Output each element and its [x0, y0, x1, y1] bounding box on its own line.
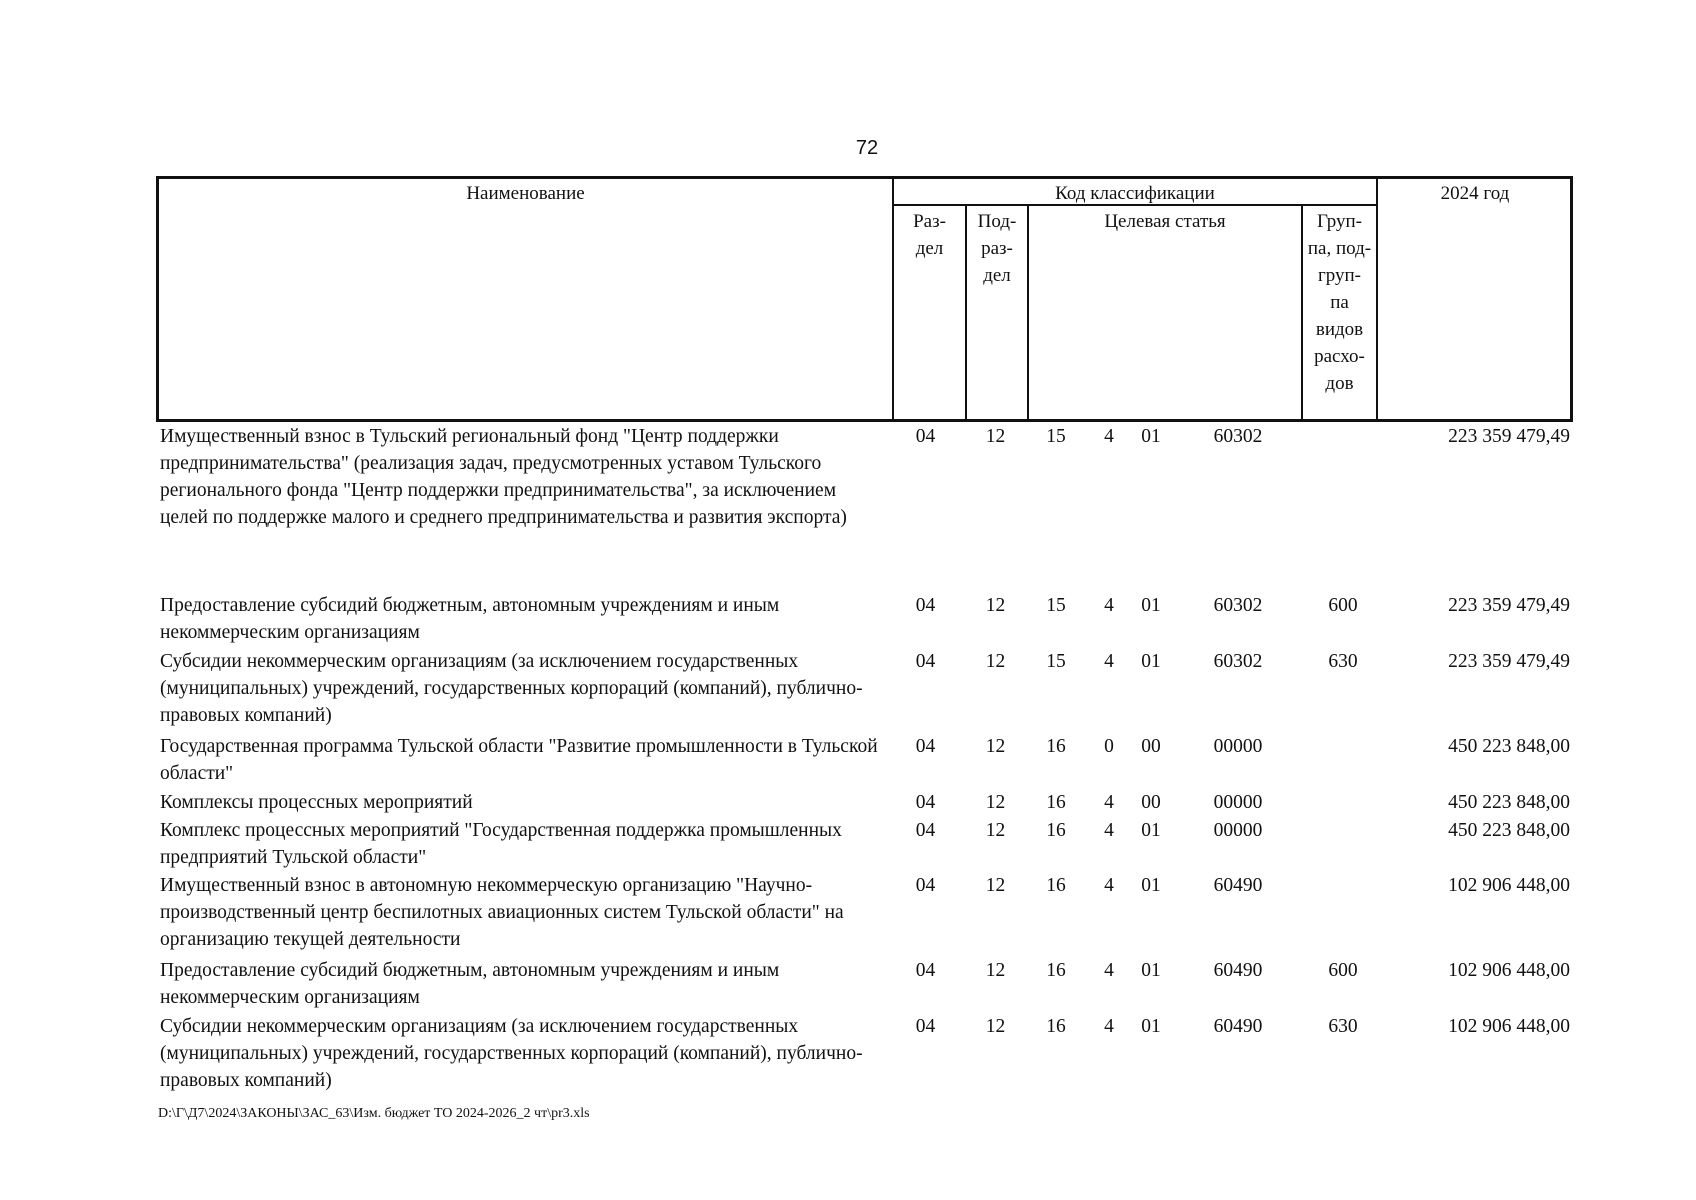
row-target-structure: 01 [1141, 595, 1161, 616]
row-target-direction: 00000 [1213, 736, 1263, 757]
row-target-direction: 60302 [1213, 651, 1263, 672]
row-subsection: 12 [985, 651, 1006, 672]
row-amount: 102 906 448,00 [1448, 875, 1570, 896]
row-section: 04 [915, 1016, 936, 1037]
row-amount: 223 359 479,49 [1448, 651, 1570, 672]
header-subsection: Под- раз- дел [977, 211, 1017, 286]
row-subsection: 12 [985, 595, 1006, 616]
header-classification-code: Код классификации [1055, 183, 1215, 204]
row-target-structure: 01 [1141, 1016, 1161, 1037]
row-subsection: 12 [985, 1016, 1006, 1037]
row-target-direction: 60302 [1213, 595, 1263, 616]
row-target-type: 4 [1104, 651, 1114, 672]
row-target-program: 16 [1046, 736, 1066, 757]
row-name: Государственная программа Тульской области "Развитие промышленности в Тульской области" [160, 736, 878, 784]
row-target-direction: 60490 [1213, 875, 1263, 896]
row-target-direction: 00000 [1213, 792, 1263, 813]
row-section: 04 [915, 792, 936, 813]
row-section: 04 [915, 651, 936, 672]
row-subsection: 12 [985, 875, 1006, 896]
row-target-structure: 00 [1141, 792, 1161, 813]
header-expense-group: Груп- па, под- груп- па видов расхо- дов [1307, 211, 1372, 394]
row-expense-group: 630 [1328, 1016, 1358, 1037]
row-target-type: 4 [1104, 960, 1114, 981]
header-name: Наименование [466, 183, 585, 204]
row-target-structure: 01 [1141, 875, 1161, 896]
row-section: 04 [915, 875, 936, 896]
row-target-program: 16 [1046, 820, 1066, 841]
row-name: Предоставление субсидий бюджетным, автономным учреждениям и иным некоммерческим организациям [160, 960, 780, 1008]
row-target-program: 16 [1046, 792, 1066, 813]
row-target-type: 4 [1104, 792, 1114, 813]
row-target-structure: 01 [1141, 651, 1161, 672]
row-expense-group: 600 [1328, 595, 1358, 616]
row-amount: 102 906 448,00 [1448, 960, 1570, 981]
row-target-direction: 60490 [1213, 960, 1263, 981]
row-section: 04 [915, 820, 936, 841]
row-target-type: 4 [1104, 595, 1114, 616]
row-name: Имущественный взнос в Тульский региональный фонд "Центр поддержки предпринимательства" (реализация задач, предусмотренных уставом Тульского регионального фонда "Центр поддержки предпринимательства", за исключением целей по поддержке малого и среднего предпринимательства и развития экспорта) [160, 426, 847, 528]
table-header [156, 176, 1573, 422]
row-target-structure: 01 [1141, 820, 1161, 841]
row-subsection: 12 [985, 736, 1006, 757]
row-target-type: 4 [1104, 820, 1114, 841]
row-subsection: 12 [985, 792, 1006, 813]
row-target-type: 4 [1104, 875, 1114, 896]
row-section: 04 [915, 595, 936, 616]
row-amount: 450 223 848,00 [1448, 736, 1570, 757]
row-target-program: 16 [1046, 960, 1066, 981]
row-target-direction: 60302 [1213, 426, 1263, 447]
row-target-type: 0 [1104, 736, 1114, 757]
header-divider [1027, 204, 1029, 419]
row-amount: 223 359 479,49 [1448, 595, 1570, 616]
row-target-direction: 00000 [1213, 820, 1263, 841]
row-target-program: 15 [1046, 595, 1066, 616]
row-name: Предоставление субсидий бюджетным, автономным учреждениям и иным некоммерческим организациям [160, 595, 780, 643]
row-subsection: 12 [985, 960, 1006, 981]
row-subsection: 12 [985, 426, 1006, 447]
row-name: Субсидии некоммерческим организациям (за исключением государственных (муниципальных) учреждений, государственных корпораций (компаний), публично-правовых компаний) [160, 651, 863, 726]
row-name: Комплекс процессных мероприятий "Государственная поддержка промышленных предприятий Тульской области" [160, 820, 842, 868]
row-target-program: 15 [1046, 426, 1066, 447]
header-year: 2024 год [1440, 183, 1510, 204]
file-path-footer: D:\Г\Д7\2024\ЗАКОНЫ\ЗАС_63\Изм. бюджет ТО 2024-2026_2 чт\pr3.xls [158, 1106, 590, 1121]
row-section: 04 [915, 960, 936, 981]
header-target-article: Целевая статья [1104, 211, 1226, 232]
row-target-program: 16 [1046, 875, 1066, 896]
row-target-structure: 01 [1141, 960, 1161, 981]
row-name: Комплексы процессных мероприятий [160, 792, 473, 813]
row-section: 04 [915, 736, 936, 757]
row-target-program: 15 [1046, 651, 1066, 672]
row-target-structure: 01 [1141, 426, 1161, 447]
row-subsection: 12 [985, 820, 1006, 841]
row-expense-group: 600 [1328, 960, 1358, 981]
row-amount: 450 223 848,00 [1448, 820, 1570, 841]
row-target-type: 4 [1104, 1016, 1114, 1037]
row-target-direction: 60490 [1213, 1016, 1263, 1037]
row-amount: 450 223 848,00 [1448, 792, 1570, 813]
row-target-program: 16 [1046, 1016, 1066, 1037]
page-number: 72 [855, 137, 879, 159]
header-divider [1376, 179, 1378, 419]
row-amount: 223 359 479,49 [1448, 426, 1570, 447]
row-section: 04 [915, 426, 936, 447]
row-name: Субсидии некоммерческим организациям (за исключением государственных (муниципальных) учреждений, государственных корпораций (компаний), публично-правовых компаний) [160, 1016, 863, 1091]
header-section: Раз- дел [913, 211, 946, 259]
row-name: Имущественный взнос в автономную некоммерческую организацию "Научно-производственный центр беспилотных авиационных систем Тульской области" на организацию текущей деятельности [160, 875, 844, 950]
row-target-type: 4 [1104, 426, 1114, 447]
row-amount: 102 906 448,00 [1448, 1016, 1570, 1037]
row-target-structure: 00 [1141, 736, 1161, 757]
row-expense-group: 630 [1328, 651, 1358, 672]
